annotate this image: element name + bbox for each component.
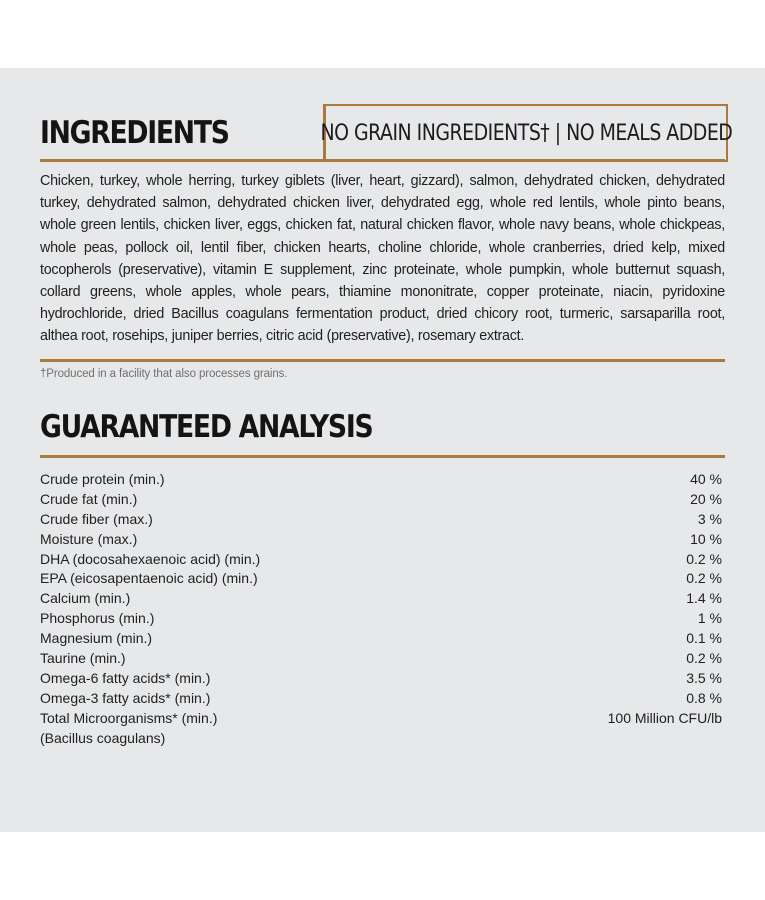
nutrient-label: DHA (docosahexaenoic acid) (min.) <box>40 550 261 567</box>
divider <box>40 159 725 162</box>
nutrient-label: Total Microorganisms* (min.) <box>40 709 218 726</box>
analysis-row <box>40 689 722 709</box>
grain-footnote: †Produced in a facility that also processes grains. <box>40 368 288 380</box>
guaranteed-analysis-heading: GUARANTEED ANALYSIS <box>40 409 373 445</box>
analysis-row <box>40 510 722 530</box>
nutrient-value: 3.5 % <box>686 669 722 686</box>
nutrient-label: Moisture (max.) <box>40 530 138 547</box>
nutrient-label: Taurine (min.) <box>40 650 126 667</box>
nutrient-value: 3 % <box>697 510 722 527</box>
no-grain-badge <box>320 104 732 162</box>
ingredients-heading: INGREDIENTS <box>40 115 229 151</box>
nutrient-label: Magnesium (min.) <box>40 630 153 647</box>
analysis-row <box>40 669 722 689</box>
nutrient-label: Crude fat (min.) <box>40 490 138 507</box>
nutrient-value: 0.2 % <box>686 550 722 567</box>
analysis-row <box>40 649 722 669</box>
analysis-row <box>40 569 722 589</box>
analysis-row <box>40 530 722 550</box>
nutrient-label: Crude protein (min.) <box>40 471 165 487</box>
analysis-row <box>40 490 722 510</box>
nutrient-value: 0.8 % <box>686 689 722 706</box>
nutrient-value: 0.2 % <box>686 650 722 667</box>
divider <box>40 359 725 362</box>
badge-text: NO GRAIN INGREDIENTS† | NO MEALS ADDED <box>320 120 732 146</box>
nutrient-value: 20 % <box>690 490 722 507</box>
nutrient-value: 1.4 % <box>686 590 722 607</box>
nutrient-label: Omega-3 fatty acids* (min.) <box>40 689 211 706</box>
microorganism-note: (Bacillus coagulans) <box>40 729 166 746</box>
analysis-row <box>40 609 722 629</box>
analysis-row <box>40 709 722 729</box>
analysis-row <box>40 470 722 490</box>
nutrient-value: 1 % <box>697 610 722 627</box>
nutrient-value: 0.1 % <box>686 630 722 647</box>
ingredients-list: Chicken, turkey, whole herring, turkey giblets (liver, heart, gizzard), salmon, dehydrated chicken, dehydrated turkey, dehydrated salmon, dehydrated chicken liver, dehydrated egg, whole red lentils, whole pinto beans, whole green lentils, chicken liver, eggs, chicken fat, natural chicken flavor, whole navy beans, whole chickpeas, whole peas, pollock oil, lentil fiber, chicken hearts, choline chloride, whole cranberries, dried kelp, mixed tocopherols (preservative), vitamin E supplement, zinc proteinate, whole pumpkin, whole butternut squash, collard greens, whole apples, whole pears, thiamine mononitrate, copper proteinate, niacin, pyridoxine hydrochloride, dried Bacillus coagulans fermentation product, dried chicory root, turmeric, sarsaparilla root, althea root, rosehips, juniper berries, citric acid (preservative), rosemary extract. <box>40 173 725 345</box>
nutrient-value: 0.2 % <box>686 570 722 587</box>
nutrient-label: EPA (eicosapentaenoic acid) (min.) <box>40 570 258 587</box>
nutrient-label: Calcium (min.) <box>40 590 131 607</box>
nutrient-value: 40 % <box>690 471 722 487</box>
nutrient-value: 100 Million CFU/lb <box>607 709 722 726</box>
analysis-row <box>40 589 722 609</box>
nutrient-label: Crude fiber (max.) <box>40 510 153 527</box>
nutrient-label: Omega-6 fatty acids* (min.) <box>40 669 211 686</box>
nutrient-value: 10 % <box>690 530 722 547</box>
guaranteed-analysis-table <box>40 470 722 748</box>
nutrient-label: Phosphorus (min.) <box>40 610 155 627</box>
divider <box>40 455 725 458</box>
analysis-row <box>40 550 722 570</box>
analysis-row <box>40 629 722 649</box>
